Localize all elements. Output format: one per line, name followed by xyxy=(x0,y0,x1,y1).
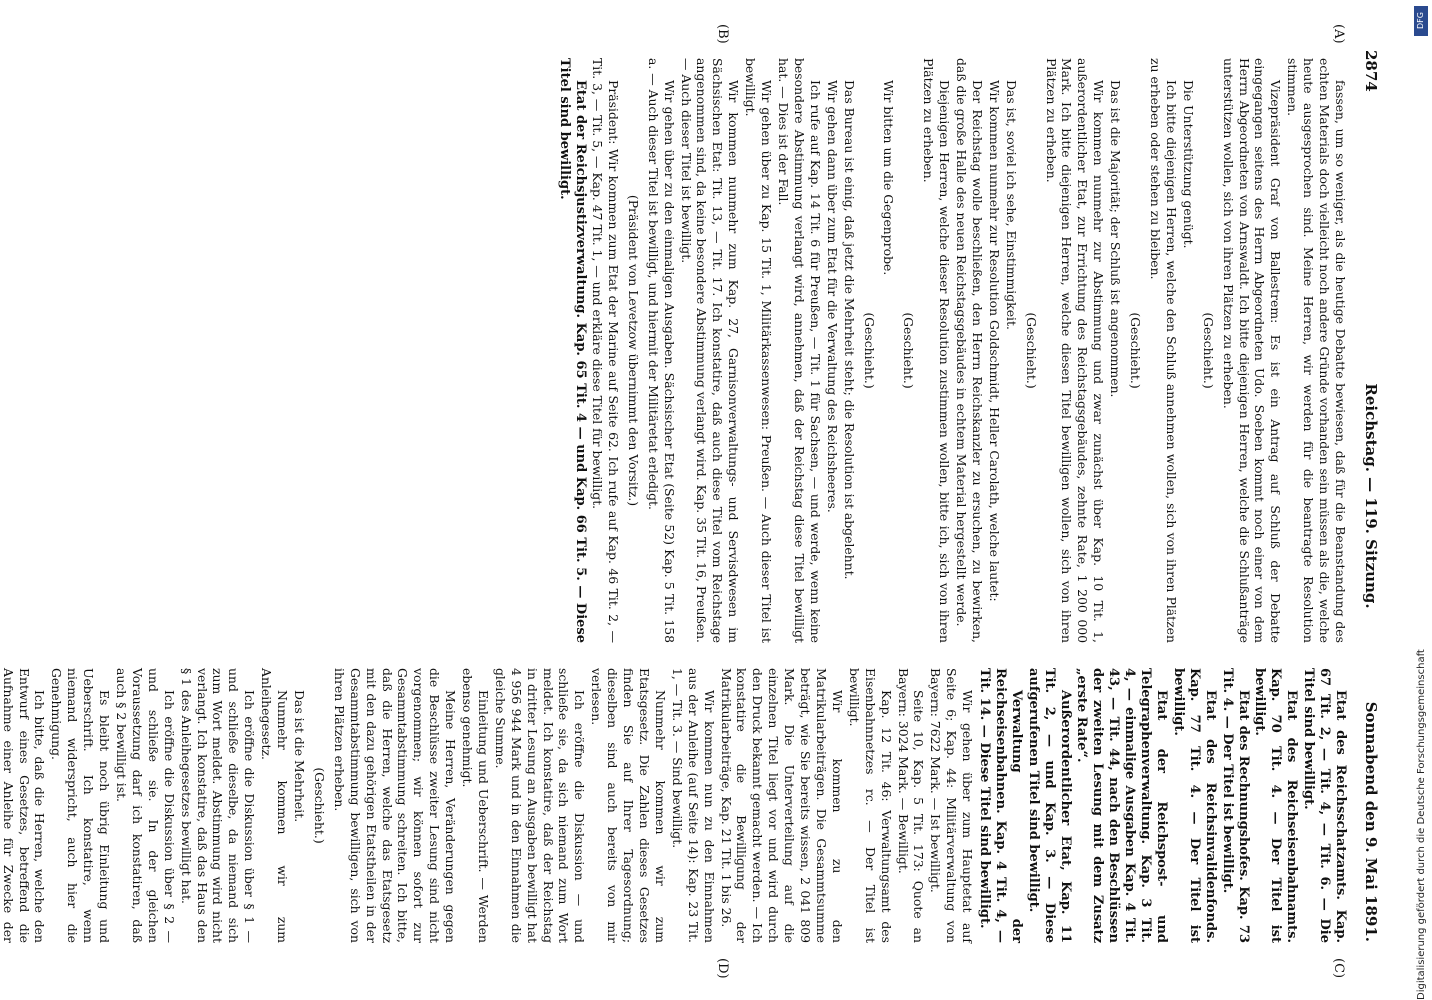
paragraph: Wir kommen nun zu den Einnahmen aus der Anleihe (auf Seite 14): Kap. 23 Tit. 1, — Tit. 3. — Sind bewilligt. xyxy=(669,668,717,943)
paragraph: fassen, um so weniger, als die heutige Debatte bewiesen, daß für die Beanstandung des echten Materials doch vielleicht noch andere Gründe vorhanden sein müssen als die, welche heute ausgesprochen sind. Meine Herren, wir werden für die beantragte Resolution stimmen. xyxy=(1285,58,1348,643)
paragraph: Nunmehr kommen wir zum Etatsgesetz. Die Zahlen dieses Gesetzes finden Sie auf Ihrer Tagesordnung; dieselben sind auch bereits von mir verlesen. xyxy=(589,668,668,943)
margin-marker-a: (A) xyxy=(1331,24,1346,44)
paragraph: Das Bureau ist einig, daß jetzt die Mehrheit steht; die Resolution ist abgelehnt. xyxy=(841,80,857,580)
paragraph: (Geschieht.) xyxy=(901,312,917,389)
margin-marker-b: (B) xyxy=(715,24,730,44)
paragraph: Einleitung und Ueberschrift. — Werden ebenso genehmigt. xyxy=(460,668,491,943)
paragraph: Das ist die Mehrheit. xyxy=(292,690,307,823)
margin-marker-c: (C) xyxy=(1331,958,1346,979)
paragraph: (Geschieht.) xyxy=(861,312,877,389)
paragraph: Das ist die Majorität; der Schluß ist angenommen. xyxy=(1108,80,1124,398)
paragraph: Es bleibt noch übrig Einleitung und Ueberschrift. Ich konstatire, wenn niemand widerspricht, auch hier die Genehmigung. xyxy=(49,668,113,943)
paragraph: Etat der Reichsjustizverwaltung. Kap. 65 Tit. 4 — und Kap. 66 Tit. 5. — Diese Titel sind bewilligt. xyxy=(557,58,589,643)
text-column-right xyxy=(0,668,1348,943)
paragraph: Präsident: Wir kommen zum Etat der Marine auf Seite 62. Ich rufe auf Kap. 46 Tit. 2, — Tit. 3, — Tit. 5, — Kap. 47 Tit. 1, — und erkläre diese Titel für bewilligt. xyxy=(590,58,621,643)
paragraph: Ich eröffne die Diskussion über § 1 — und schließe dieselbe, da niemand sich zum Wort meldet. Abstimmung wird nicht verlangt. Ich konstatire, daß das Haus den § 1 des Anleihegesetzes bewilligt hat. xyxy=(178,668,258,943)
paragraph: Diejenigen Herren, welche dieser Resolution zustimmen wollen, bitte ich, sich von ihren Plätzen zu erheben. xyxy=(921,58,953,643)
paragraph: (Präsident von Levetzow übernimmt den Vorsitz.) xyxy=(625,194,641,507)
paragraph: Wir gehen dann über zum Etat für die Verwaltung des Reichsheeres. xyxy=(824,80,840,513)
text-column-left xyxy=(128,58,1348,643)
running-title: Reichstag. — 119. Sitzung. xyxy=(1362,383,1380,609)
paragraph: Der Reichstag wolle beschließen, den Herrn Reichskanzler zu ersuchen, zu bewirken, daß die große Halle des neuen Reichstagsgebäudes in echtem Material hergestellt werde. xyxy=(954,58,985,643)
paragraph: (Geschieht.) xyxy=(1023,312,1039,389)
session-date: Sonnabend den 9. Mai 1891. xyxy=(1362,701,1380,942)
paragraph: Verwaltung der Reichseisenbahnen. Kap. 4 Tit. 4, — Tit. 14. — Diese Titel sind bewilligt. xyxy=(977,668,1024,943)
paragraph: Etat des Reichseisenbahnamts. Kap. 70 Tit. 4. — Der Titel ist bewilligt. xyxy=(1252,668,1300,943)
paragraph: Ich eröffne die Diskussion — und schließe sie, da sich niemand zum Wort meldet. Ich konstatire, daß der Reichstag in dritter Lesung an Ausgaben bewilligt hat 4 956 944 Mark und in den Einnahmen die gleiche Summe. xyxy=(492,668,588,943)
dfg-logo: DFG xyxy=(1414,6,1428,36)
paragraph: Ich bitte diejenigen Herren, welche den Schluß annehmen wollen, sich von ihren Plätzen zu erheben oder stehen zu bleiben. xyxy=(1148,58,1179,643)
paragraph: Ich bitte, daß die Herren, welche den Entwurf eines Gesetzes, betreffend die Aufnahme einer Anleihe für Zwecke der xyxy=(0,668,48,943)
paragraph: Wir gehen über zu Kap. 15 Tit. 1, Militärkassenwesen: Preußen. — Auch dieser Titel ist bewilligt. xyxy=(743,58,775,643)
margin-marker-d: (D) xyxy=(715,958,730,979)
paragraph: Wir kommen nunmehr zur Abstimmung und zwar zunächst über Kap. 10 Tit. 1, außerordentlicher Etat, zur Errichtung des Reichstagsgebäudes, zehnte Rate, 1 200 000 Mark. Ich bitte diejenigen Herren, welche diesen Titel bewilligen wollen, sich von ihren Plätzen zu erheben. xyxy=(1043,58,1107,643)
paragraph: Nunmehr kommen wir zum Anleihegesetz. xyxy=(259,668,291,943)
paragraph: Wir gehen über zu den einmaligen Ausgaben. Sächsischer Etat (Seite 52) Kap. 5 Tit. 158 a. — Auch dieser Titel ist bewilligt, und hiermit der Militäretat erledigt. xyxy=(645,58,677,643)
paragraph: Ich rufe auf Kap. 14 Tit. 6 für Preußen, — Tit. 1 für Sachsen, — und werde, wenn keine besondere Abstimmung verlangt wird, annehmen, daß der Reichstag diese Titel bewilligt hat. — Dies ist der Fall. xyxy=(776,58,823,643)
paragraph: (Geschieht.) xyxy=(1200,312,1216,389)
paragraph: Etat des Reichsschatzamts. Kap. 67 Tit. 2, — Tit. 4, — Tit. 6. — Die Titel sind bewilligt. xyxy=(1301,668,1348,943)
paragraph: Wir gehen über zum Hauptetat auf Seite 6; Kap. 44: Militärverwaltung von Bayern: 7622 Mark. — Ist bewilligt. xyxy=(928,668,976,943)
paragraph: Etat der Reichspost- und Telegraphenverwaltung. Kap. 3 Tit. 4, — einmalige Ausgaben Kap. 4 Tit. 43, — Tit. 44, nach den Beschlüssen der zweiten Lesung mit dem Zusatz „erste Rate“. xyxy=(1074,668,1170,943)
page-header xyxy=(1358,50,1380,942)
paragraph: Meine Herren, Veränderungen gegen die Beschlüsse zweiter Lesung sind nicht vorgenommen; wir können sofort zur Gesammtabstimmung schreiten. Ich bitte, daß die Herren, welche das Etatsgesetz mit den dazu gehörigen Etatstheilen in der Gesammtabstimmung bewilligen, sich von ihren Plätzen erheben. xyxy=(331,668,459,943)
paragraph: Etat des Rechnungshofes. Kap. 73 Tit. 4. — Der Titel ist bewilligt. xyxy=(1219,668,1251,943)
paragraph: Seite 10, Kap. 5 Tit. 173: Quote an Bayern: 3024 Mark. — Bewilligt. xyxy=(895,668,927,943)
paragraph: Wir bitten um die Gegenprobe. xyxy=(881,80,897,276)
paragraph: (Geschieht.) xyxy=(311,767,327,844)
paragraph: Die Unterstützung genügt. xyxy=(1180,80,1196,249)
paragraph: Kap. 12 Tit. 46: Verwaltungsamt des Eisenbahnnetzes rc. — Der Titel ist bewilligt. xyxy=(846,668,894,943)
paragraph: Wir kommen nunmehr zum Kap. 27, Garnisonverwaltungs- und Servisdwesen im Sächsischen Etat: Tit. 13, — Tit. 17. Ich konstatire, daß auch diese Titel vom Reichstage angenommen sind, da keine besondere Abstimmung verlangt wird. Kap. 35 Tit. 16, Preußen. — Auch dieser Titel ist bewilligt. xyxy=(678,58,742,643)
paragraph: Ich eröffne die Diskussion über § 2 — und schließe sie. In der gleichen Voraussetzung darf ich konstatiren, daß auch § 2 bewilligt ist. xyxy=(114,668,177,943)
paragraph: Vizepräsident Graf von Ballestrem: Es ist ein Antrag auf Schluß der Debatte eingegangen seitens des Herrn Abgeordneten Udo. Soeben kommt noch einer von dem Herrn Abgeordneten von Arnswaldt. Ich bitte diejenigen Herren, welche die Schlußanträge unterstützen wollen, sich von ihren Plätzen zu erheben. xyxy=(1220,58,1284,643)
paragraph: Das ist, soviel ich sehe, Einstimmigkeit. xyxy=(1003,80,1019,330)
paragraph: Etat des Reichsinvalidenfonds. Kap. 77 Tit. 4. — Der Titel ist bewilligt. xyxy=(1170,668,1218,943)
paragraph: (Geschieht.) xyxy=(1128,312,1144,389)
digitization-note: Digitalisierung gefördert durch die Deutsche Forschungsgemeinschaft xyxy=(1416,649,1427,1000)
paragraph: Wir kommen nunmehr zur Resolution Goldschmidt, Heller Carolath, welche lautet: xyxy=(986,80,1002,602)
paragraph: Außerordentlicher Etat, Kap. 11 Tit. 2, — und Kap. 3. — Diese aufgerufenen Titel sind bewilligt. xyxy=(1025,668,1073,943)
paragraph: Wir kommen zu den Matrikularbeiträgen. Die Gesammtsumme beträgt, wie Sie bereits wissen, 2 041 809 Mark. Die Unterverteilung auf die einzelnen Titel liegt vor und wird durch den Druck bekannt gemacht werden. — Ich konstatire die Bewilligung der Matrikularbeiträge, Kap. 21 Tit. 1 bis 26. xyxy=(718,668,845,943)
page-number: 2874 xyxy=(1362,50,1380,92)
